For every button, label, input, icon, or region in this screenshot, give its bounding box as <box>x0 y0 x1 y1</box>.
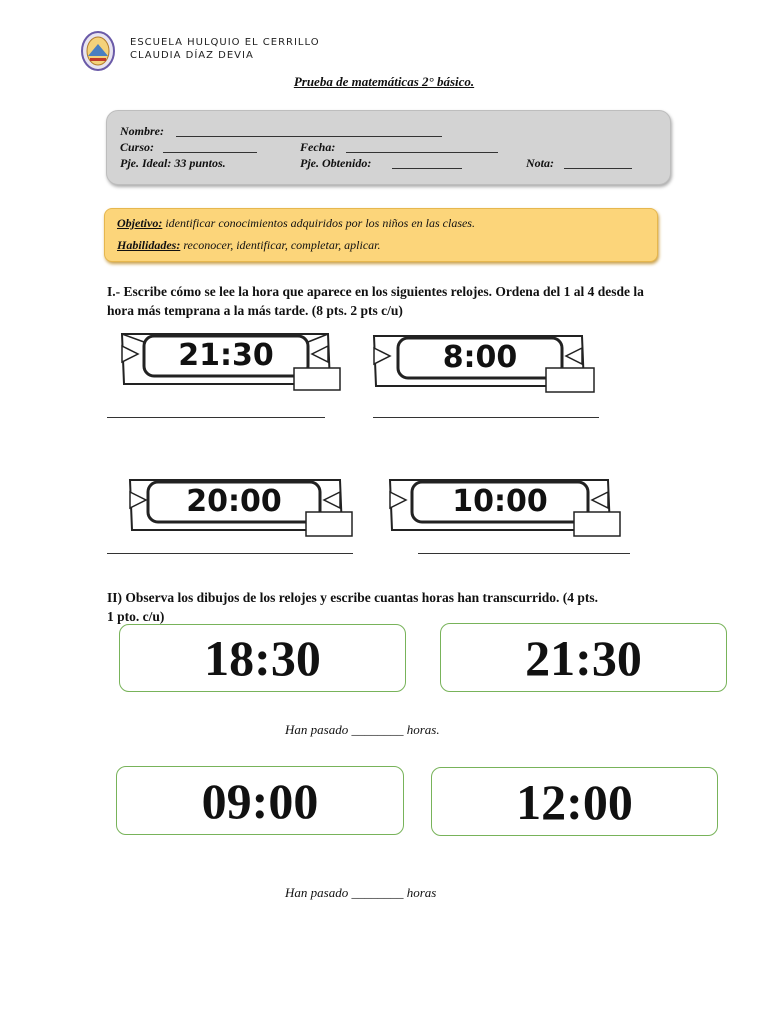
clock-3-answer-line[interactable] <box>107 553 353 554</box>
digital-clock-3 <box>126 472 356 538</box>
fecha-line[interactable] <box>346 152 498 153</box>
objetivo-label: Objetivo: <box>117 216 163 230</box>
digital-clock-2 <box>370 330 596 394</box>
time-box-2-start-text: 09:00 <box>201 772 319 829</box>
nombre-label: Nombre: <box>120 124 164 138</box>
skills-line <box>117 238 381 253</box>
objetivo-text: identificar conocimientos adquiridos por los niños en las clases. <box>162 216 475 230</box>
school-name: ESCUELA HULQUIO EL CERRILLO <box>130 37 320 48</box>
curso-line[interactable] <box>163 152 257 153</box>
clock-4-time: 10:00 <box>452 484 548 519</box>
clock-1-answer-line[interactable] <box>107 417 325 418</box>
nota-field[interactable] <box>526 156 554 171</box>
clock-3-time: 20:00 <box>186 484 282 519</box>
time-box-1-end-text: 21:30 <box>525 629 642 686</box>
habilidades-label: Habilidades: <box>117 238 181 252</box>
pje-obtenido-label: Pje. Obtenido: <box>300 156 372 170</box>
nombre-field[interactable] <box>120 124 164 139</box>
time-box-1-start-text: 18:30 <box>204 630 321 686</box>
pje-ideal: Pje. Ideal: 33 puntos. <box>120 156 226 170</box>
objective-line <box>117 216 475 231</box>
pje-obtenido-field[interactable] <box>300 156 371 171</box>
fecha-field[interactable] <box>300 140 335 155</box>
section1-instruction: I.- Escribe cómo se lee la hora que aparece en los siguientes relojes. Ordena del 1 al 4 desde la hora más temprana a la más tarde. (8 pts. 2 pts c/u) <box>107 284 644 318</box>
clock-4-answer-line[interactable] <box>418 553 630 554</box>
nombre-line[interactable] <box>176 136 442 137</box>
habilidades-text: reconocer, identificar, completar, aplicar. <box>180 238 381 252</box>
school-logo <box>80 30 116 72</box>
student-info-box <box>106 110 671 185</box>
curso-field[interactable] <box>120 140 154 155</box>
clock-2-time: 8:00 <box>442 340 518 375</box>
clock-1-time: 21:30 <box>178 338 274 373</box>
page-title: Prueba de matemáticas 2° básico. <box>293 74 475 89</box>
curso-label: Curso: <box>120 140 155 154</box>
time-box-1-end <box>440 623 727 692</box>
time-box-2-end-text: 12:00 <box>516 773 633 830</box>
time-box-1-start <box>119 624 406 692</box>
nota-line[interactable] <box>564 168 632 169</box>
pje-obtenido-line[interactable] <box>392 168 462 169</box>
time-box-2-end <box>431 767 718 836</box>
clock-2-answer-line[interactable] <box>373 417 599 418</box>
fecha-label: Fecha: <box>300 140 336 154</box>
teacher-name: CLAUDIA DÍAZ DEVIA <box>130 50 254 61</box>
answer-2-text[interactable]: Han pasado ________ horas <box>285 885 437 900</box>
section2-instruction: II) Observa los dibujos de los relojes y escribe cuantas horas han transcurrido. (4 pts. 1 pto. c/u) <box>107 590 599 624</box>
digital-clock-1 <box>116 328 342 392</box>
digital-clock-4 <box>386 472 624 538</box>
nota-label: Nota: <box>526 156 554 170</box>
time-box-2-start <box>116 766 404 835</box>
answer-1-text[interactable]: Han pasado ________ horas. <box>285 722 440 737</box>
